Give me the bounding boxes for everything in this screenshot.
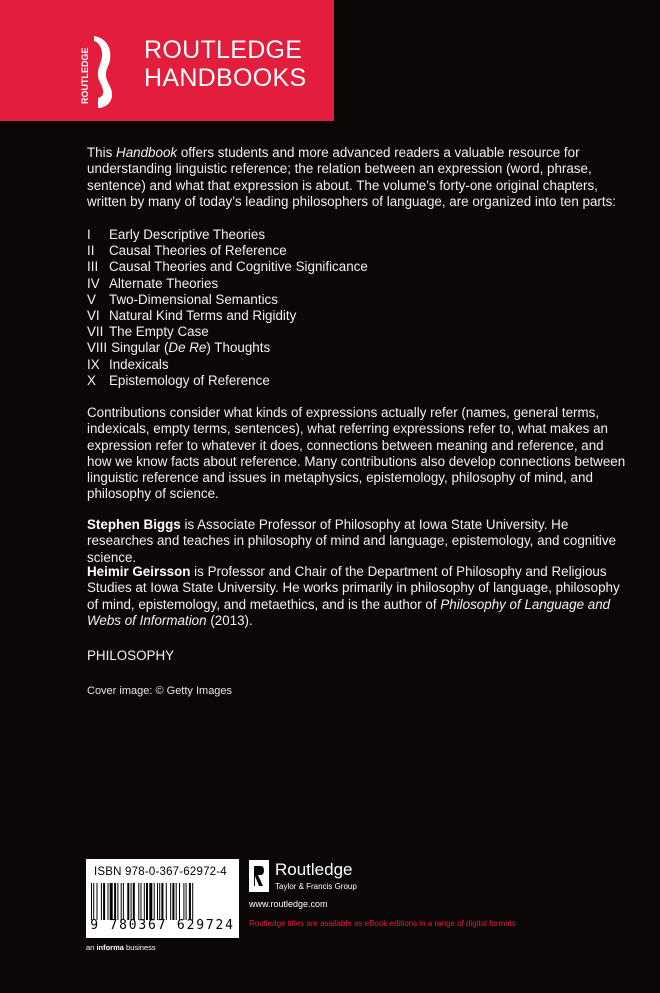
part-item: V Two-Dimensional Semantics: [87, 291, 278, 307]
part-item: VII The Empty Case: [87, 324, 209, 340]
ebook-note: Routledge titles are available as eBook editions in a range of digital formats: [249, 919, 516, 928]
book-title: Philosophy of Language and Webs of Information: [87, 596, 611, 628]
part-item: IX Indexicals: [87, 356, 169, 372]
publisher-url[interactable]: www.routledge.com: [249, 899, 328, 909]
barcode-digits: 9 780367 629724: [90, 918, 235, 933]
logo-vertical-text: ROUTLEDGE: [80, 47, 90, 104]
routledge-profile-logo-icon: [72, 34, 116, 110]
cover-credit: Cover image: © Getty Images: [87, 685, 233, 697]
series-name-line1: ROUTLEDGE: [144, 36, 303, 64]
handbook-italic: Handbook: [116, 145, 178, 160]
informa-business: an informa business: [86, 943, 156, 952]
series-name-line2: HANDBOOKS: [144, 64, 307, 92]
part-item: II Causal Theories of Reference: [87, 243, 287, 259]
author-name: Stephen Biggs: [87, 517, 181, 532]
author-bio-biggs: Stephen Biggs is Associate Professor of Philosophy at Iowa State University. He researches and teaches in philosophy of mind and language, epistemology, and cognitive science.: [87, 517, 617, 565]
part-item: IV Alternate Theories: [87, 275, 219, 291]
publisher-name: Routledge: [275, 860, 353, 879]
part-item: I Early Descriptive Theories: [87, 227, 266, 242]
intro-paragraph: This Handbook offers students and more advanced readers a valuable resource for understanding linguistic reference; the relation between an expression (word, phrase, sentence) and what that expression is about. The volume’s forty-one original chapters, written by many of today’s leading philosophers of language, are organized into ten parts:: [87, 145, 617, 209]
part-item: VIII Singular (De Re) Thoughts: [87, 340, 271, 356]
isbn-text: ISBN 978-0-367-62972-4: [94, 866, 227, 878]
isbn-barcode: [86, 859, 239, 938]
part-item: VI Natural Kind Terms and Rigidity: [87, 308, 297, 324]
contributions-paragraph: Contributions consider what kinds of expressions actually refer (names, general terms, indexicals, empty terms, sentences), what referring expressions refer to, what makes an expression refer to whatever it does, connections between meaning and reference, and how we know facts about reference. Many contributions also develop connections between linguistic reference and issues in metaphysics, epistemology, philosophy of mind, and philosophy of science.: [87, 405, 626, 502]
author-name: Heimir Geirsson: [87, 564, 191, 579]
author-bio-geirsson: Heimir Geirsson is Professor and Chair of the Department of Philosophy and Religious Studies at Iowa State University. He works primarily in philosophy of language, philosophy of mind, epistemology, and metaethics, and is the author of Philosophy of Language and Webs of Information (2013).: [87, 564, 620, 628]
parts-list: [87, 227, 368, 389]
part-item: III Causal Theories and Cognitive Significance: [87, 259, 368, 275]
barcode-bars: [91, 883, 234, 920]
subject-category: PHILOSOPHY: [87, 648, 175, 663]
series-banner: [0, 0, 334, 121]
routledge-r-logo-icon: [249, 860, 269, 892]
part-item: X Epistemology of Reference: [87, 372, 270, 388]
publisher-group: Taylor & Francis Group: [275, 882, 357, 891]
